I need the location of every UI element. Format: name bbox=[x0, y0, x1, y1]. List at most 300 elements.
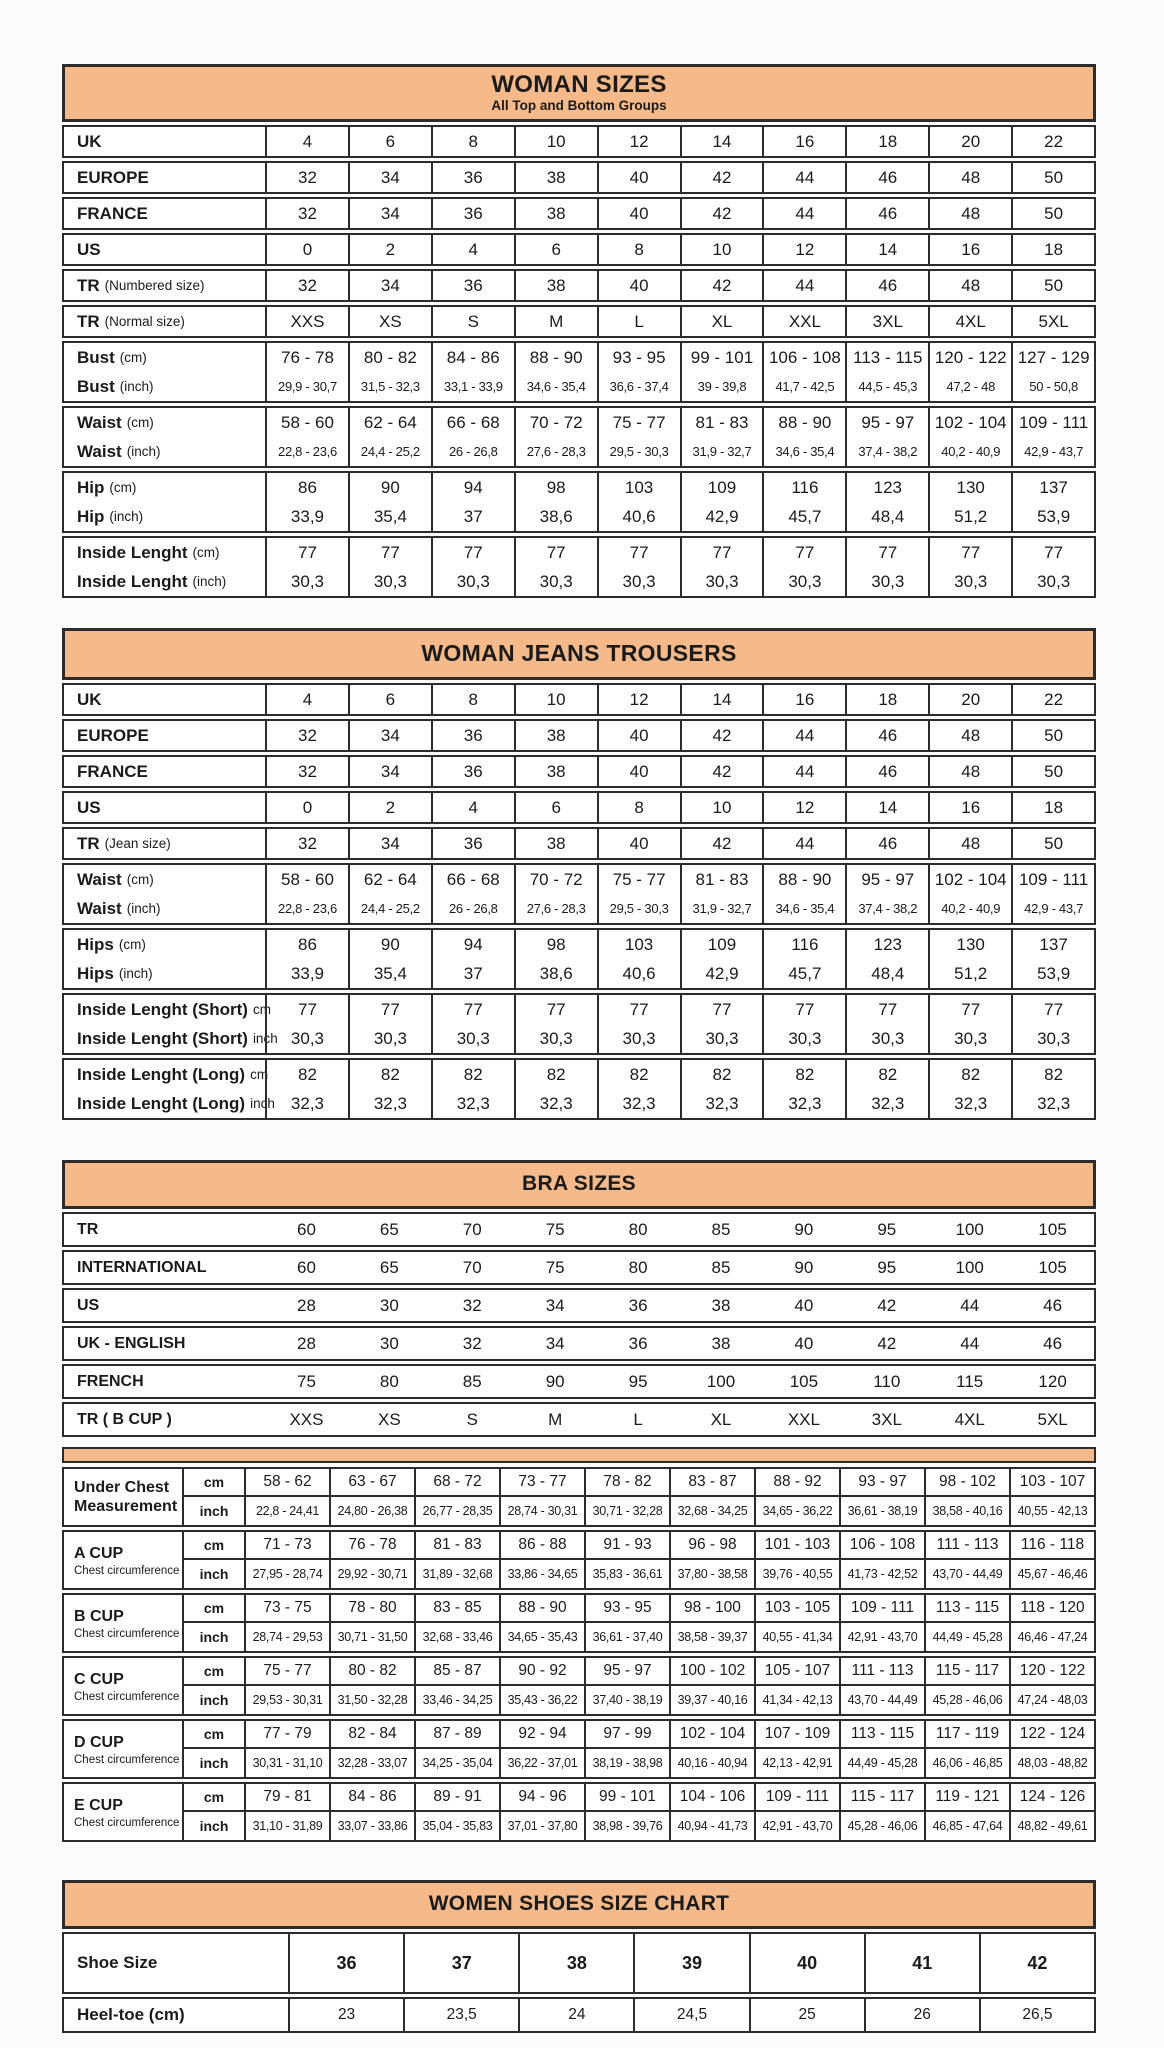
size-value: 65 bbox=[379, 1257, 399, 1277]
size-cell bbox=[348, 1214, 431, 1245]
size-value: 82 bbox=[546, 1064, 566, 1084]
size-value: 36 bbox=[628, 1333, 648, 1353]
size-value: 40 bbox=[629, 725, 649, 745]
value-column bbox=[845, 408, 928, 466]
size-value: 42,91 - 43,70 bbox=[762, 1819, 833, 1833]
size-value: 58 - 62 bbox=[263, 1473, 312, 1490]
row-label-cell bbox=[64, 1784, 182, 1840]
size-value: 84 - 86 bbox=[348, 1788, 397, 1805]
size-cell bbox=[930, 408, 1011, 437]
row-label-text: Waist bbox=[77, 898, 122, 918]
value-column bbox=[845, 307, 928, 336]
size-cell bbox=[433, 793, 514, 822]
table-title: BRA SIZES bbox=[522, 1172, 636, 1195]
value-column bbox=[431, 930, 514, 988]
size-value: 12 bbox=[795, 239, 815, 259]
size-value: 98 - 100 bbox=[684, 1599, 741, 1616]
size-value: 60 bbox=[296, 1219, 316, 1239]
size-value: 75 - 77 bbox=[612, 869, 666, 889]
size-value: 37,01 - 37,80 bbox=[507, 1819, 578, 1833]
value-column bbox=[928, 199, 1011, 228]
value-column bbox=[597, 307, 680, 336]
value-column bbox=[348, 1366, 431, 1397]
unit-label-text: inch bbox=[199, 1566, 229, 1582]
size-value: 106 - 108 bbox=[768, 347, 841, 367]
size-cell bbox=[416, 1784, 499, 1812]
size-cell bbox=[416, 1623, 499, 1651]
size-cell bbox=[1013, 959, 1094, 988]
size-value: 40,6 bbox=[622, 963, 656, 983]
size-value: 34 bbox=[380, 203, 400, 223]
size-cell bbox=[928, 1404, 1011, 1435]
row-group bbox=[62, 755, 1096, 788]
value-column bbox=[414, 1658, 499, 1714]
value-column bbox=[680, 793, 763, 822]
unit-cell bbox=[182, 1721, 244, 1777]
size-cell bbox=[267, 372, 348, 401]
size-value: 116 bbox=[791, 934, 819, 954]
row-label bbox=[77, 721, 265, 750]
size-value: 33,9 bbox=[290, 963, 324, 983]
value-column bbox=[265, 271, 348, 300]
size-cell bbox=[599, 1060, 680, 1089]
size-cell bbox=[246, 1686, 329, 1714]
row-label-text: US bbox=[77, 239, 101, 259]
size-value: 113 - 115 bbox=[850, 1725, 915, 1742]
row-label bbox=[77, 1366, 265, 1397]
value-column bbox=[499, 1721, 584, 1777]
table-subtitle: All Top and Bottom Groups bbox=[491, 98, 667, 113]
size-value: 36 bbox=[463, 761, 483, 781]
size-cell bbox=[599, 235, 680, 264]
size-cell bbox=[431, 1328, 514, 1359]
size-cell bbox=[1013, 685, 1094, 714]
size-cell bbox=[762, 1328, 845, 1359]
row-label-text: Shoe Size bbox=[77, 1953, 158, 1972]
size-cell bbox=[246, 1532, 329, 1560]
value-column bbox=[845, 235, 928, 264]
size-value: 18 bbox=[878, 131, 898, 151]
size-cell bbox=[756, 1595, 839, 1623]
size-value: XL bbox=[710, 1409, 732, 1429]
size-cell bbox=[416, 1532, 499, 1560]
row-label-text: UK - ENGLISH bbox=[77, 1334, 186, 1352]
size-cell bbox=[682, 959, 763, 988]
size-value: 48 bbox=[961, 725, 981, 745]
size-cell bbox=[267, 1060, 348, 1089]
value-column bbox=[680, 721, 763, 750]
value-column bbox=[265, 1060, 348, 1118]
size-cell bbox=[599, 163, 680, 192]
size-cell bbox=[847, 1024, 928, 1053]
size-cell bbox=[433, 408, 514, 437]
unit-label-text: cm bbox=[203, 1537, 225, 1553]
size-cell bbox=[847, 343, 928, 372]
size-value: 99 - 101 bbox=[599, 1788, 656, 1805]
size-cell bbox=[845, 1252, 928, 1283]
size-cell bbox=[433, 829, 514, 858]
value-column bbox=[431, 163, 514, 192]
size-cell bbox=[516, 930, 597, 959]
size-cell bbox=[756, 1469, 839, 1497]
value-column bbox=[669, 1784, 754, 1840]
size-cell bbox=[762, 1252, 845, 1283]
size-cell bbox=[433, 163, 514, 192]
size-value: 37,4 - 38,2 bbox=[858, 901, 918, 916]
size-value: 44 bbox=[795, 761, 815, 781]
size-cell bbox=[841, 1469, 924, 1497]
size-value: 81 - 83 bbox=[433, 1536, 482, 1553]
size-value: 58 - 60 bbox=[280, 412, 334, 432]
row-group bbox=[62, 719, 1096, 752]
size-value: 80 - 82 bbox=[363, 347, 417, 367]
value-column bbox=[265, 1404, 348, 1435]
size-cell bbox=[682, 473, 763, 502]
value-column bbox=[928, 1290, 1011, 1321]
value-column bbox=[414, 1532, 499, 1588]
size-cell bbox=[586, 1497, 669, 1525]
size-cell bbox=[246, 1595, 329, 1623]
value-column bbox=[924, 1595, 1009, 1651]
size-value: 26 - 26,8 bbox=[448, 901, 498, 916]
size-value: 62 - 64 bbox=[363, 869, 417, 889]
value-column bbox=[1011, 930, 1094, 988]
size-cell bbox=[1013, 437, 1094, 466]
size-cell bbox=[267, 1024, 348, 1053]
row-label bbox=[77, 127, 265, 156]
size-value: 31,89 - 32,68 bbox=[422, 1567, 493, 1581]
size-cell bbox=[928, 1328, 1011, 1359]
size-value: 44 bbox=[795, 725, 815, 745]
size-cell bbox=[350, 163, 431, 192]
size-cell bbox=[599, 199, 680, 228]
size-cell bbox=[599, 865, 680, 894]
size-value: 26,77 - 28,35 bbox=[422, 1504, 493, 1518]
size-value: 24 bbox=[568, 2006, 586, 2023]
value-column bbox=[348, 343, 431, 401]
size-value: 118 - 120 bbox=[1020, 1599, 1085, 1616]
size-value: 45,28 - 46,06 bbox=[932, 1693, 1003, 1707]
value-column bbox=[514, 930, 597, 988]
row-label-text: Inside Lenght (Long) bbox=[77, 1064, 246, 1084]
size-cell bbox=[841, 1532, 924, 1560]
row-group bbox=[62, 1288, 1096, 1323]
size-cell bbox=[433, 959, 514, 988]
size-value: 32,3 bbox=[954, 1093, 988, 1113]
size-value: 38,98 - 39,76 bbox=[592, 1819, 663, 1833]
value-column bbox=[329, 1469, 414, 1525]
size-value: 8 bbox=[634, 239, 644, 259]
value-column bbox=[431, 271, 514, 300]
size-value: 42 bbox=[712, 167, 732, 187]
value-column bbox=[1011, 757, 1094, 786]
size-value: 10 bbox=[546, 689, 566, 709]
row-label-cell bbox=[64, 1290, 265, 1321]
size-value: 46,46 - 47,24 bbox=[1017, 1630, 1088, 1644]
size-value: 70 - 72 bbox=[529, 412, 583, 432]
size-cell bbox=[930, 271, 1011, 300]
size-value: 34 bbox=[380, 167, 400, 187]
value-column bbox=[1011, 1366, 1094, 1397]
value-column bbox=[403, 1934, 518, 1992]
size-cell bbox=[267, 127, 348, 156]
cup-sublabel: Chest circumference bbox=[74, 1627, 180, 1640]
value-column bbox=[597, 1252, 680, 1283]
table-title: WOMAN JEANS TROUSERS bbox=[421, 640, 737, 666]
size-value: 82 bbox=[878, 1064, 898, 1084]
size-value: S bbox=[466, 1409, 478, 1429]
size-value: 6 bbox=[551, 797, 561, 817]
size-value: 38 bbox=[546, 203, 566, 223]
size-cell bbox=[416, 1658, 499, 1686]
value-column bbox=[928, 757, 1011, 786]
size-value: 47,2 - 48 bbox=[946, 379, 996, 394]
size-cell bbox=[671, 1658, 754, 1686]
size-value: 60 bbox=[296, 1257, 316, 1277]
size-value: 130 bbox=[956, 477, 985, 497]
size-value: 88 - 92 bbox=[773, 1473, 822, 1490]
value-column bbox=[762, 473, 845, 531]
value-column bbox=[348, 1252, 431, 1283]
size-cell bbox=[682, 127, 763, 156]
size-value: 4XL bbox=[954, 1409, 985, 1429]
size-value: 29,9 - 30,7 bbox=[278, 379, 337, 394]
value-column bbox=[514, 1214, 597, 1245]
value-column bbox=[514, 1290, 597, 1321]
size-value: 105 bbox=[1038, 1219, 1067, 1239]
value-column bbox=[329, 1595, 414, 1651]
value-column bbox=[265, 930, 348, 988]
size-value: 44 bbox=[795, 167, 815, 187]
value-column bbox=[265, 127, 348, 156]
size-value: 47,24 - 48,03 bbox=[1017, 1693, 1088, 1707]
size-value: 100 bbox=[955, 1257, 984, 1277]
value-column bbox=[762, 408, 845, 466]
size-value: 26 bbox=[913, 2006, 931, 2023]
value-column bbox=[414, 1721, 499, 1777]
value-column bbox=[514, 235, 597, 264]
size-cell bbox=[350, 995, 431, 1024]
size-value: 82 bbox=[380, 1064, 400, 1084]
value-column bbox=[514, 408, 597, 466]
size-cell bbox=[586, 1721, 669, 1749]
size-cell bbox=[267, 567, 348, 596]
size-value: 110 bbox=[873, 1371, 901, 1391]
value-column bbox=[348, 127, 431, 156]
value-column bbox=[924, 1721, 1009, 1777]
size-value: 40,94 - 41,73 bbox=[677, 1819, 748, 1833]
size-value: 36,61 - 38,19 bbox=[847, 1504, 918, 1518]
size-cell bbox=[762, 1290, 845, 1321]
size-value: 115 - 117 bbox=[935, 1662, 1000, 1679]
size-cell bbox=[597, 1328, 680, 1359]
value-column bbox=[924, 1469, 1009, 1525]
value-column bbox=[348, 685, 431, 714]
size-value: 88 - 90 bbox=[778, 869, 832, 889]
size-cell bbox=[847, 1089, 928, 1118]
size-cell bbox=[682, 930, 763, 959]
size-cell bbox=[1013, 343, 1094, 372]
size-cell bbox=[516, 307, 597, 336]
size-cell bbox=[267, 502, 348, 531]
value-column bbox=[348, 163, 431, 192]
size-cell bbox=[930, 473, 1011, 502]
size-value: 14 bbox=[712, 131, 732, 151]
value-column bbox=[597, 408, 680, 466]
size-value: 22 bbox=[1044, 689, 1064, 709]
unit-cell bbox=[182, 1658, 244, 1714]
size-cell bbox=[847, 437, 928, 466]
size-cell bbox=[930, 372, 1011, 401]
value-column bbox=[924, 1532, 1009, 1588]
size-value: 48 bbox=[961, 761, 981, 781]
row-label-cell bbox=[64, 1328, 265, 1359]
value-column bbox=[762, 865, 845, 923]
size-value: 24,5 bbox=[676, 2006, 708, 2023]
size-cell bbox=[764, 127, 845, 156]
size-cell bbox=[516, 567, 597, 596]
size-value: 8 bbox=[634, 797, 644, 817]
size-value: 30,3 bbox=[290, 1028, 324, 1048]
value-column bbox=[597, 538, 680, 596]
size-value: 85 - 87 bbox=[433, 1662, 482, 1679]
value-column bbox=[680, 1214, 763, 1245]
value-column bbox=[584, 1784, 669, 1840]
size-cell bbox=[516, 271, 597, 300]
value-column bbox=[244, 1595, 329, 1651]
size-cell bbox=[246, 1749, 329, 1777]
woman-jeans-trousers-table bbox=[62, 628, 1096, 1120]
size-cell bbox=[416, 1469, 499, 1497]
row-label-text: TR bbox=[77, 833, 100, 853]
size-value: 32,3 bbox=[539, 1093, 573, 1113]
size-cell bbox=[586, 1469, 669, 1497]
size-value: 76 - 78 bbox=[348, 1536, 397, 1553]
size-value: 33,46 - 34,25 bbox=[422, 1693, 493, 1707]
size-value: L bbox=[634, 311, 644, 331]
value-column bbox=[680, 1290, 763, 1321]
size-value: 77 bbox=[463, 542, 483, 562]
size-value: 31,9 - 32,7 bbox=[692, 901, 752, 916]
size-cell bbox=[930, 793, 1011, 822]
row-group bbox=[62, 1250, 1096, 1285]
size-cell bbox=[431, 1404, 514, 1435]
size-value: 40,16 - 40,94 bbox=[677, 1756, 748, 1770]
row-group bbox=[62, 305, 1096, 338]
size-value: 46 bbox=[1043, 1295, 1063, 1315]
value-column bbox=[514, 473, 597, 531]
value-column bbox=[754, 1469, 839, 1525]
row-label bbox=[77, 1214, 265, 1245]
size-cell bbox=[331, 1749, 414, 1777]
size-cell bbox=[926, 1658, 1009, 1686]
size-value: 46 bbox=[1043, 1333, 1063, 1353]
size-value: 29,5 - 30,3 bbox=[609, 444, 669, 459]
unit-label bbox=[184, 1532, 244, 1560]
row-label bbox=[77, 502, 265, 531]
value-column bbox=[1011, 307, 1094, 336]
size-value: 2 bbox=[385, 797, 396, 817]
size-cell bbox=[926, 1532, 1009, 1560]
size-cell bbox=[930, 930, 1011, 959]
size-value: 82 bbox=[463, 1064, 483, 1084]
size-cell bbox=[682, 307, 763, 336]
size-cell bbox=[433, 1089, 514, 1118]
row-group bbox=[62, 197, 1096, 230]
size-cell bbox=[926, 1721, 1009, 1749]
value-column bbox=[845, 793, 928, 822]
table-header-band bbox=[62, 1880, 1096, 1929]
value-column bbox=[514, 721, 597, 750]
size-value: 62 - 64 bbox=[363, 412, 417, 432]
size-cell bbox=[764, 685, 845, 714]
size-value: 42,9 bbox=[705, 506, 739, 526]
value-column bbox=[1011, 685, 1094, 714]
size-value: 51,2 bbox=[954, 963, 988, 983]
size-cell bbox=[350, 829, 431, 858]
value-column bbox=[1009, 1784, 1094, 1840]
size-cell bbox=[599, 372, 680, 401]
size-cell bbox=[680, 1290, 763, 1321]
row-label-suffix: (inch) bbox=[118, 966, 153, 981]
row-group bbox=[62, 1530, 1096, 1590]
value-column bbox=[633, 1934, 748, 1992]
size-value: 99 - 101 bbox=[690, 347, 754, 367]
size-cell bbox=[265, 1366, 348, 1397]
size-cell bbox=[246, 1560, 329, 1588]
size-cell bbox=[599, 685, 680, 714]
size-value: 30,3 bbox=[456, 1028, 490, 1048]
size-value: 41,34 - 42,13 bbox=[762, 1693, 833, 1707]
size-value: 14 bbox=[712, 689, 732, 709]
size-cell bbox=[501, 1658, 584, 1686]
size-cell bbox=[1013, 502, 1094, 531]
value-column bbox=[265, 538, 348, 596]
value-column bbox=[414, 1595, 499, 1651]
value-column bbox=[1011, 793, 1094, 822]
value-column bbox=[839, 1595, 924, 1651]
size-cell bbox=[267, 307, 348, 336]
size-cell bbox=[350, 567, 431, 596]
row-label-cell bbox=[64, 1404, 265, 1435]
size-cell bbox=[671, 1686, 754, 1714]
size-cell bbox=[350, 473, 431, 502]
size-value: 36,22 - 37,01 bbox=[507, 1756, 578, 1770]
size-cell bbox=[841, 1686, 924, 1714]
size-value: 77 bbox=[629, 999, 649, 1019]
size-value: 2 bbox=[385, 239, 396, 259]
row-group bbox=[62, 269, 1096, 302]
row-label bbox=[77, 372, 265, 401]
size-value: 34 bbox=[380, 833, 400, 853]
size-cell bbox=[930, 721, 1011, 750]
size-value: 66 - 68 bbox=[446, 869, 500, 889]
value-column bbox=[924, 1658, 1009, 1714]
unit-label bbox=[184, 1658, 244, 1686]
size-value: 32 bbox=[297, 275, 317, 295]
value-column bbox=[928, 685, 1011, 714]
size-cell bbox=[331, 1784, 414, 1812]
size-value: 16 bbox=[961, 239, 981, 259]
value-column bbox=[839, 1469, 924, 1525]
size-value: 122 - 124 bbox=[1019, 1725, 1086, 1742]
size-value: 42,13 - 42,91 bbox=[762, 1756, 833, 1770]
size-cell bbox=[350, 865, 431, 894]
value-column bbox=[518, 1934, 633, 1992]
row-group bbox=[62, 1402, 1096, 1437]
size-cell bbox=[501, 1595, 584, 1623]
size-cell bbox=[930, 865, 1011, 894]
